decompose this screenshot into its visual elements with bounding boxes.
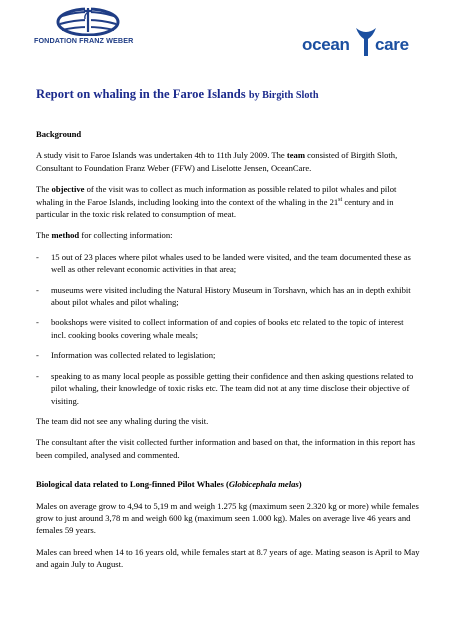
paragraph-breeding: Males can breed when 14 to 16 years old, while females start at 8.7 years of age. Mating season is April to May and again July to August. (36, 546, 420, 570)
text-run: ) (298, 479, 302, 490)
report-author: by Birgith Sloth (248, 90, 319, 101)
list-dash: - (36, 350, 39, 361)
list-item-text: 15 out of 23 places where pilot whales used to be landed were visited, and the team documented these as well as other relevant economic activities in that area; (51, 251, 411, 275)
method-list-item (36, 251, 420, 276)
section-heading-biology (36, 478, 420, 490)
whale-tail-icon (355, 24, 377, 58)
report-title-main: Report on whaling in the Faroe Islands (36, 87, 246, 101)
keyword-method: method (51, 230, 80, 241)
species-name: Globicephala melas (228, 479, 299, 490)
report-body (36, 128, 420, 580)
method-list-item (36, 370, 420, 407)
list-dash: - (36, 370, 39, 381)
list-dash: - (36, 317, 39, 328)
list-item-text: museums were visited including the Natural History Museum in Torshavn, which has an in depth exhibit about pilot whales and pilot whaling; (51, 284, 411, 308)
paragraph-method (36, 229, 420, 241)
text-run: A study visit to Faroe Islands was undertaken 4th to 11th July 2009. The (36, 150, 287, 161)
paragraph-size-weight: Males on average grow to 4,94 to 5,19 m and weigh 1.275 kg (maximum seen 2.320 kg or more) while females grow to just around 3,78 m and weigh 600 kg (maximum seen 1.000 kg). Males on average live 46 years and females 59 years. (36, 500, 419, 536)
ffw-logo-text: FONDATION FRANZ WEBER (34, 36, 134, 45)
text-run: for collecting information: (79, 230, 173, 241)
list-item-text: speaking to as many local people as possible getting their confidence and then asking questions related to pilot whaling, their knowledge of toxic risks etc. The team did not at any time disclose their objective of visiting. (51, 370, 414, 406)
list-item-text: bookshops were visited to collect information of and copies of books etc related to the topic of interest incl. cooking books covering whale meals; (51, 317, 404, 340)
report-title (36, 87, 319, 102)
text-run: The (36, 230, 52, 241)
paragraph-study-visit (36, 149, 420, 174)
paragraph-objective (36, 183, 420, 220)
text-run: The (36, 184, 52, 195)
text-run: consisted of Birgith Sloth, Consultant to Foundation Franz Weber (FFW) and Liselotte Jensen, OceanCare. (36, 150, 398, 173)
section-heading-background: Background (36, 129, 82, 139)
oceancare-logo (302, 22, 422, 64)
ffw-logo (34, 6, 146, 46)
list-item-text: Information was collected related to legislation; (51, 350, 216, 361)
list-dash: - (36, 251, 39, 262)
text-run: century and in particular in the toxic risk related to consumption of meat. (36, 196, 394, 220)
method-list-item (36, 349, 420, 361)
text-run: of the visit was to collect as much information as possible related to pilot whales and pilot whaling in the Faroe Islands, including looking into the context of the whaling in the 21 (36, 184, 397, 207)
list-dash: - (36, 284, 39, 295)
text-run: Biological data related to Long-finned Pilot Whales ( (36, 479, 229, 490)
method-list-item (36, 316, 420, 341)
ffw-emblem-icon (48, 6, 128, 36)
keyword-team: team (286, 150, 306, 161)
paragraph-no-whaling: The team did not see any whaling during the visit. (36, 415, 209, 426)
keyword-objective: objective (51, 184, 85, 195)
oceancare-logo-right: care (375, 35, 409, 54)
oceancare-logo-left: ocean (302, 35, 350, 54)
superscript-st: st (338, 196, 343, 203)
method-list-item (36, 284, 420, 309)
paragraph-consultant: The consultant after the visit collected further information and based on that, the information in this report has been compiled, analysed and commented. (36, 437, 415, 460)
